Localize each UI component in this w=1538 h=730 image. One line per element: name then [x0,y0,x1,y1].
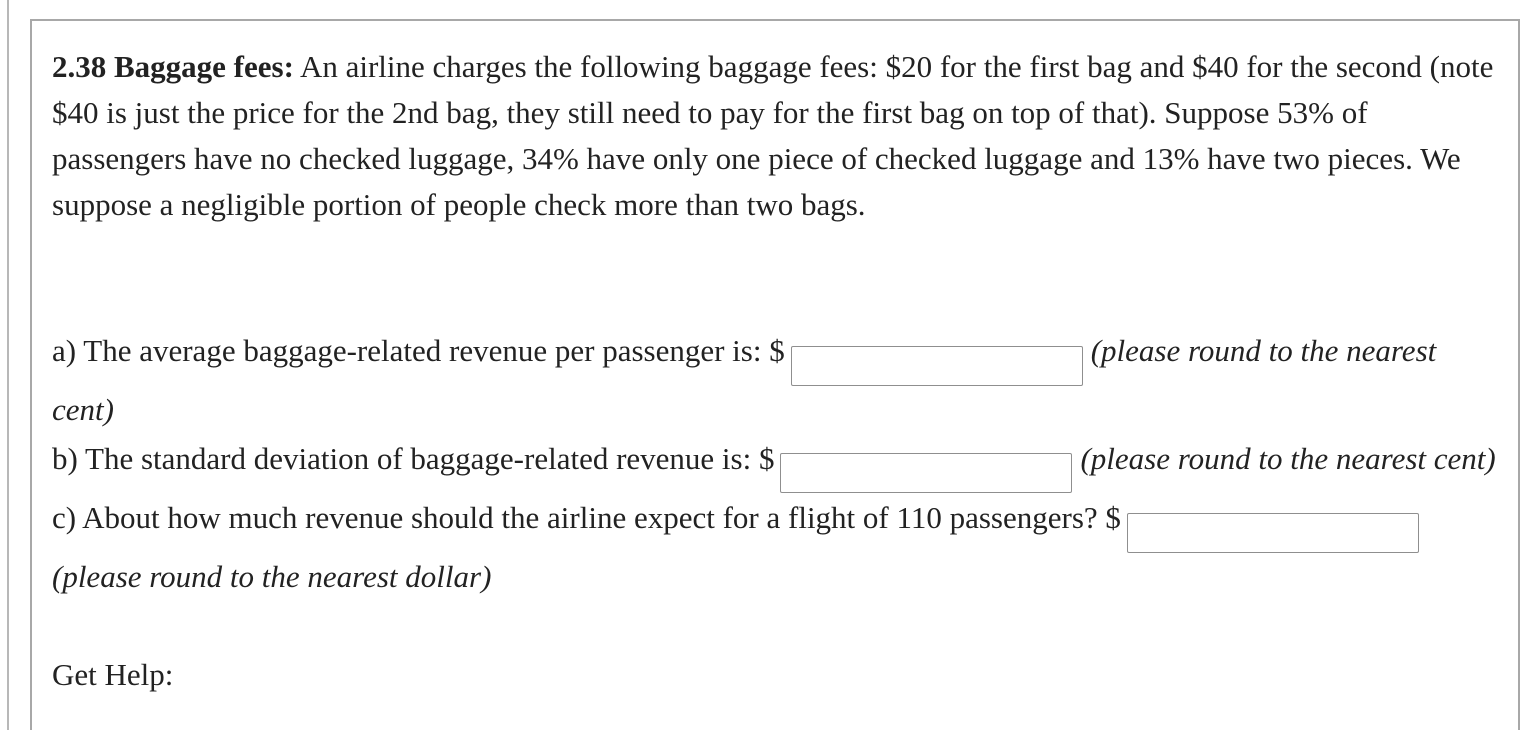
problem-number: 2.38 [52,49,107,84]
question-b-prompt: b) The standard deviation of baggage-related revenue is: $ [52,440,775,476]
problem-title: Baggage fees: [114,49,294,84]
question-a-hint: (please round to the nearest cent) [52,333,1437,427]
question-c-prompt: c) About how much revenue should the airline expect for a flight of 110 passengers? $ [52,500,1121,535]
problem-statement [52,44,1502,228]
question-c [52,494,1502,601]
question-content [52,44,1502,699]
question-a-prompt: a) The average baggage-related revenue per passenger is: $ [52,333,785,368]
problem-body: An airline charges the following baggage fees: $20 for the first bag and $40 for the second (note $40 is just the price for the 2nd bag, they still need to pay for the first bag on top of that). Suppose 53% of passengers have no checked luggage, 34% have only one piece of checked luggage and 13% have two pieces. We suppose a negligible portion of people check more than two bags. [52,49,1494,222]
problem-heading [52,49,294,84]
get-help-label: Get Help: [52,656,174,692]
answer-b-input[interactable] [780,453,1072,493]
question-c-hint: (please round to the nearest dollar) [52,558,492,594]
left-divider [7,0,9,730]
question-b-hint: (please round to the nearest cent) [1080,440,1496,476]
answer-a-input[interactable] [791,346,1083,386]
answer-c-input[interactable] [1127,513,1419,553]
question-a [52,327,1502,434]
question-b [52,435,1502,494]
